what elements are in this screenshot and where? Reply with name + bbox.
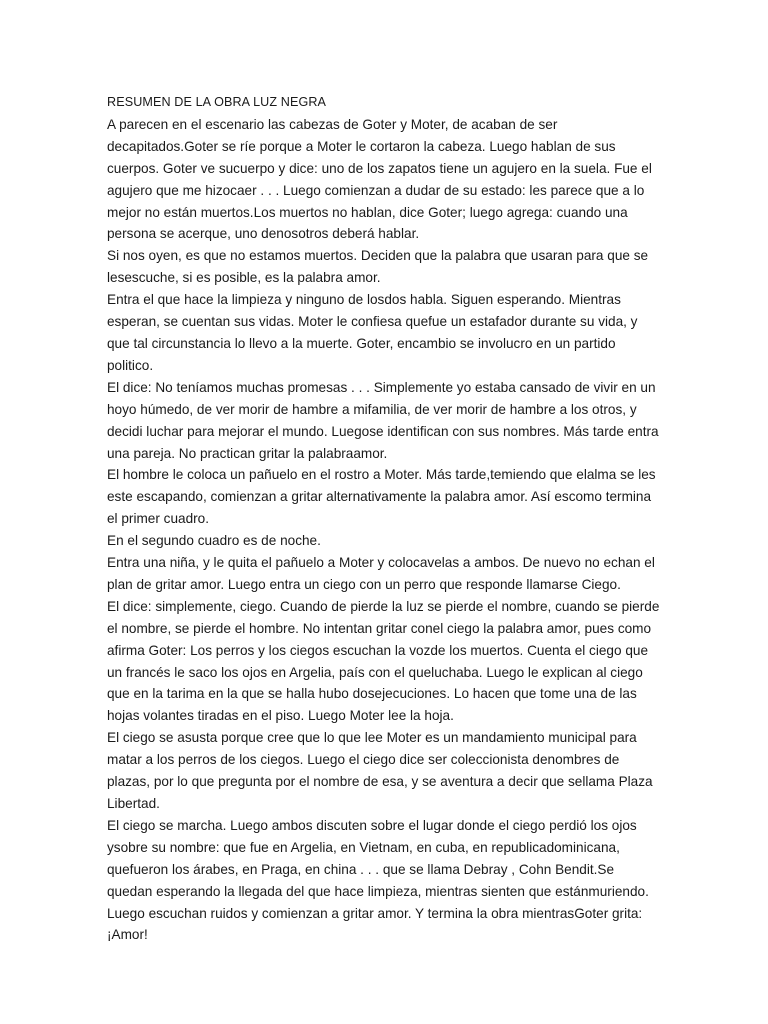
paragraph-7: Entra una niña, y le quita el pañuelo a Moter y colocavelas a ambos. De nuevo no echan el plan de gritar amor. Luego entra un ciego con un perro que responde llamarse Ciego. [107, 555, 655, 592]
paragraph-10: El ciego se marcha. Luego ambos discuten sobre el lugar donde el ciego perdió los ojos ysobre su nombre: que fue en Argelia, en Vietnam, en cuba, en republicadominicana, quefueron los árabes, en Praga, en china . . . que se llama Debray , Cohn Bendit.Se quedan esperando la llegada del que hace limpieza, mientras sienten que estánmuriendo. Luego escuchan ruidos y comienzan a gritar amor. Y termina la obra mientrasGoter grita: ¡Amor! [107, 817, 649, 943]
paragraph-5: El hombre le coloca un pañuelo en el rostro a Moter. Más tarde,temiendo que elalma se les este escapando, comienzan a gritar alternativamente la palabra amor. Así escomo termina el primer cuadro. [107, 467, 656, 527]
paragraph-4: El dice: No teníamos muchas promesas . . . Simplemente yo estaba cansado de vivir en un hoyo húmedo, de ver morir de hambre a mifamilia, de ver morir de hambre a los otros, y decidi luchar para mejorar el mundo. Luegose identifican con sus nombres. Más tarde entra una pareja. No practican gritar la palabraamor. [107, 379, 659, 461]
paragraph-6: En el segundo cuadro es de noche. [107, 533, 321, 549]
document-page [107, 92, 663, 946]
paragraph-1: A parecen en el escenario las cabezas de Goter y Moter, de acaban de ser decapitados.Goter se ríe porque a Moter le cortaron la cabeza. Luego hablan de sus cuerpos. Goter ve sucuerpo y dice: uno de los zapatos tiene un agujero en la suela. Fue el agujero que me hizocaer . . . Luego comienzan a dudar de su estado: les parece que a lo mejor no están muertos.Los muertos no hablan, dice Goter; luego agrega: cuando una persona se acerque, uno denosotros deberá hablar. [107, 116, 652, 242]
paragraph-8: El dice: simplemente, ciego. Cuando de pierde la luz se pierde el nombre, cuando se pierde el nombre, se pierde el hombre. No intentan gritar conel ciego la palabra amor, pues como afirma Goter: Los perros y los ciegos escuchan la vozde los muertos. Cuenta el ciego que un francés le saco los ojos en Argelia, país con el queluchaba. Luego le explican al ciego que en la tarima en la que se halla hubo dosejecuciones. Lo hacen que tome una de las hojas volantes tiradas en el piso. Luego Moter lee la hoja. [107, 598, 660, 724]
paragraph-3: Entra el que hace la limpieza y ninguno de losdos habla. Siguen esperando. Mientras esperan, se cuentan sus vidas. Moter le confiesa quefue un estafador durante su vida, y que tal circunstancia lo llevo a la muerte. Goter, encambio se involucro en un partido politico. [107, 292, 638, 373]
document-title: RESUMEN DE LA OBRA LUZ NEGRA [107, 95, 327, 109]
paragraph-9: El ciego se asusta porque cree que lo que lee Moter es un mandamiento municipal para matar a los perros de los ciegos. Luego el ciego dice ser coleccionista denombres de plazas, por lo que pregunta por el nombre de esa, y se aventura a decir que sellama Plaza Libertad. [107, 730, 653, 811]
paragraph-2: Si nos oyen, es que no estamos muertos. Deciden que la palabra que usaran para que se lesescuche, si es posible, es la palabra amor. [107, 248, 649, 286]
